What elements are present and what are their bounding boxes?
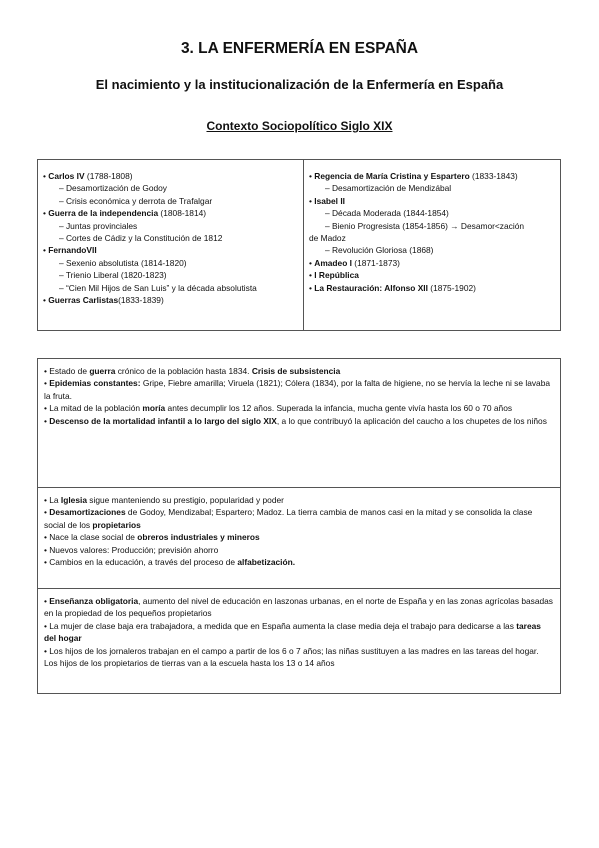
- body-text: • Nace la clase social de: [44, 532, 138, 543]
- body-text: antes decumplir los 12 años. Superada la infancia, mucha gente vivía hasta los 60 o 70 años: [165, 403, 513, 414]
- body-text: sigue manteniendo su prestigio, popularidad y poder: [86, 495, 284, 505]
- timeline-subitem-text: – Crisis económica y derrota de Trafalgar: [59, 195, 213, 206]
- timeline-period-dates: (1875-1902): [427, 282, 476, 293]
- bullet-paragraph: [44, 556, 554, 568]
- page-heading: 3. LA ENFERMERÍA EN ESPAÑA: [180, 40, 419, 57]
- timeline-right-column: [304, 160, 560, 330]
- timeline-subitem-text: – Sexenio absolutista (1814-1820): [59, 257, 187, 268]
- page-subheading: El nacimiento y la institucionalización de la Enfermería en España: [95, 77, 504, 92]
- body-text: , a lo que contribuyó la aplicación del caucho a los chupetes de los niños: [276, 415, 547, 426]
- bullet: •: [309, 195, 315, 206]
- emphasis-text: Enseñanza obligatoria: [49, 596, 139, 606]
- bullet-paragraph: [44, 377, 554, 402]
- emphasis-text: propietarios: [92, 519, 141, 530]
- timeline-period-name: FernandoVII: [48, 245, 97, 256]
- timeline-item: [43, 170, 299, 182]
- timeline-period-name: Amadeo I: [314, 257, 352, 268]
- body-text: • Los hijos de los jornaleros trabajan en el campo a partir de los 6 o 7 años; las niñas sustituyen a las madres en las tareas del hogar. Los hijos de los propietarios de tierras van a la escuela hasta los 13 o 14 años: [44, 645, 539, 669]
- bullet-paragraph: [44, 402, 554, 414]
- timeline-item: [43, 294, 299, 306]
- timeline-period-name: Isabel II: [314, 195, 345, 206]
- bullet-paragraph: [44, 494, 554, 506]
- emphasis-text: Iglesia: [60, 495, 87, 505]
- bullet: •: [43, 171, 49, 181]
- body-text: •: [44, 507, 50, 518]
- body-text: , aumento del nivel de educación en laszonas urbanas, en el norte de España y en las zonas agrícolas basadas en la propiedad de los pequeños propietarios: [44, 596, 553, 619]
- bullet: •: [43, 208, 49, 219]
- body-text: Gripe, Fiebre amarilla; Viruela (1821); Cólera (1834), por la falta de higiene, no se hervía la leche ni se lavaba la fruta.: [44, 378, 551, 401]
- bullet-paragraph: [44, 544, 554, 556]
- bullet: •: [309, 282, 315, 293]
- timeline-subitem-text: – “Cien Mil Hijos de San Luis” y la década absolutista: [59, 282, 257, 293]
- emphasis-text: Crisis de subsistencia: [251, 366, 341, 376]
- bullet-paragraph: [44, 531, 554, 543]
- timeline-item: [309, 244, 556, 256]
- emphasis-text: moría: [142, 403, 166, 414]
- bullet-paragraph: [44, 620, 554, 645]
- emphasis-text: Desamortizaciones: [49, 507, 126, 518]
- timeline-subitem-text: – Década Moderada (1844-1854): [325, 208, 449, 219]
- body-text: de Godoy, Mendizabal; Espartero; Madoz. La tierra cambia de manos casi en la mitad y se consolida la clase social de los: [44, 507, 533, 530]
- bullet-paragraph: [44, 645, 554, 670]
- timeline-subitem-text: – Desamortización de Mendizábal: [325, 183, 452, 194]
- timeline-period-dates: (1871-1873): [351, 257, 400, 268]
- body-text: • La mitad de la población: [44, 403, 143, 414]
- bullet: •: [309, 270, 315, 281]
- timeline-subitem-text: – Juntas provinciales: [59, 220, 138, 231]
- timeline-subitem-text: – Revolución Gloriosa (1868): [325, 245, 434, 256]
- timeline-table: [37, 159, 561, 331]
- timeline-item: [43, 269, 299, 281]
- bullet: •: [309, 171, 315, 181]
- timeline-period-dates: (1808-1814): [158, 208, 207, 219]
- timeline-item: [43, 220, 299, 232]
- body-text: • La mujer de clase baja era trabajadora, a medida que en España aumenta la clase media deja el trabajo para dedicarse a las: [44, 620, 517, 631]
- timeline-item: [43, 182, 299, 194]
- timeline-item: [309, 195, 556, 207]
- timeline-period-name: Regencia de María Cristina y Espartero: [314, 171, 470, 181]
- timeline-subitem-text: – Trienio Liberal (1820-1823): [59, 270, 167, 281]
- bullet: •: [43, 295, 49, 306]
- body-text: • Nuevos valores: Producción; previsión ahorro: [44, 544, 219, 555]
- emphasis-text: alfabetización.: [237, 557, 296, 568]
- body-text: •: [44, 378, 50, 389]
- timeline-period-name: La Restauración: Alfonso XII: [314, 282, 428, 293]
- section-health: [38, 359, 560, 488]
- timeline-item: [309, 207, 556, 219]
- section-education: [38, 589, 560, 693]
- timeline-item: [309, 269, 556, 281]
- timeline-subitem-text: – Bienio Progresista (1854-1856) → Desamor<zación: [325, 220, 525, 231]
- emphasis-text: Epidemias constantes:: [49, 378, 141, 389]
- body-text: • Cambios en la educación, a través del proceso de: [44, 557, 238, 568]
- timeline-item: [43, 195, 299, 207]
- timeline-period-name: I República: [314, 270, 359, 281]
- timeline-subitem-text: – Desamortización de Godoy: [59, 183, 167, 194]
- timeline-item: [309, 182, 556, 194]
- body-text: • Estado de: [44, 366, 90, 376]
- context-table: [37, 358, 561, 694]
- body-text: • La: [44, 495, 61, 505]
- emphasis-text: tareas del hogar: [44, 620, 541, 644]
- timeline-item: [43, 207, 299, 219]
- timeline-item: [43, 257, 299, 269]
- timeline-left-column: [38, 160, 304, 330]
- timeline-item: [43, 244, 299, 256]
- bullet-paragraph: [44, 365, 554, 377]
- timeline-period-name: Guerras Carlistas: [48, 295, 119, 306]
- timeline-period-dates: (1788-1808): [84, 171, 133, 181]
- timeline-item: [309, 232, 556, 244]
- timeline-period-name: Guerra de la independencia: [48, 208, 159, 219]
- timeline-item: [309, 170, 556, 182]
- bullet-paragraph: [44, 415, 554, 427]
- section-title: Contexto Sociopolítico Siglo XIX: [206, 119, 393, 133]
- body-text: crónico de la población hasta 1834.: [115, 366, 252, 376]
- bullet: •: [43, 245, 49, 256]
- timeline-period-dates: (1833-1839): [118, 295, 164, 306]
- emphasis-text: Descenso de la mortalidad infantil a lo largo del siglo XIX: [49, 415, 277, 426]
- timeline-item-text: de Madoz: [309, 233, 346, 244]
- bullet: •: [309, 257, 315, 268]
- body-text: •: [44, 596, 50, 606]
- timeline-item: [309, 220, 556, 232]
- timeline-period-dates: (1833-1843): [469, 171, 518, 181]
- timeline-item: [43, 232, 299, 244]
- emphasis-text: obreros industriales y mineros: [137, 532, 260, 543]
- emphasis-text: guerra: [89, 366, 116, 376]
- section-society: [38, 488, 560, 589]
- timeline-subitem-text: – Cortes de Cádiz y la Constitución de 1812: [59, 233, 223, 244]
- body-text: •: [44, 415, 50, 426]
- bullet-paragraph: [44, 595, 554, 620]
- timeline-item: [309, 257, 556, 269]
- bullet-paragraph: [44, 506, 554, 531]
- timeline-item: [43, 282, 299, 294]
- timeline-period-name: Carlos IV: [48, 171, 85, 181]
- timeline-item: [309, 282, 556, 294]
